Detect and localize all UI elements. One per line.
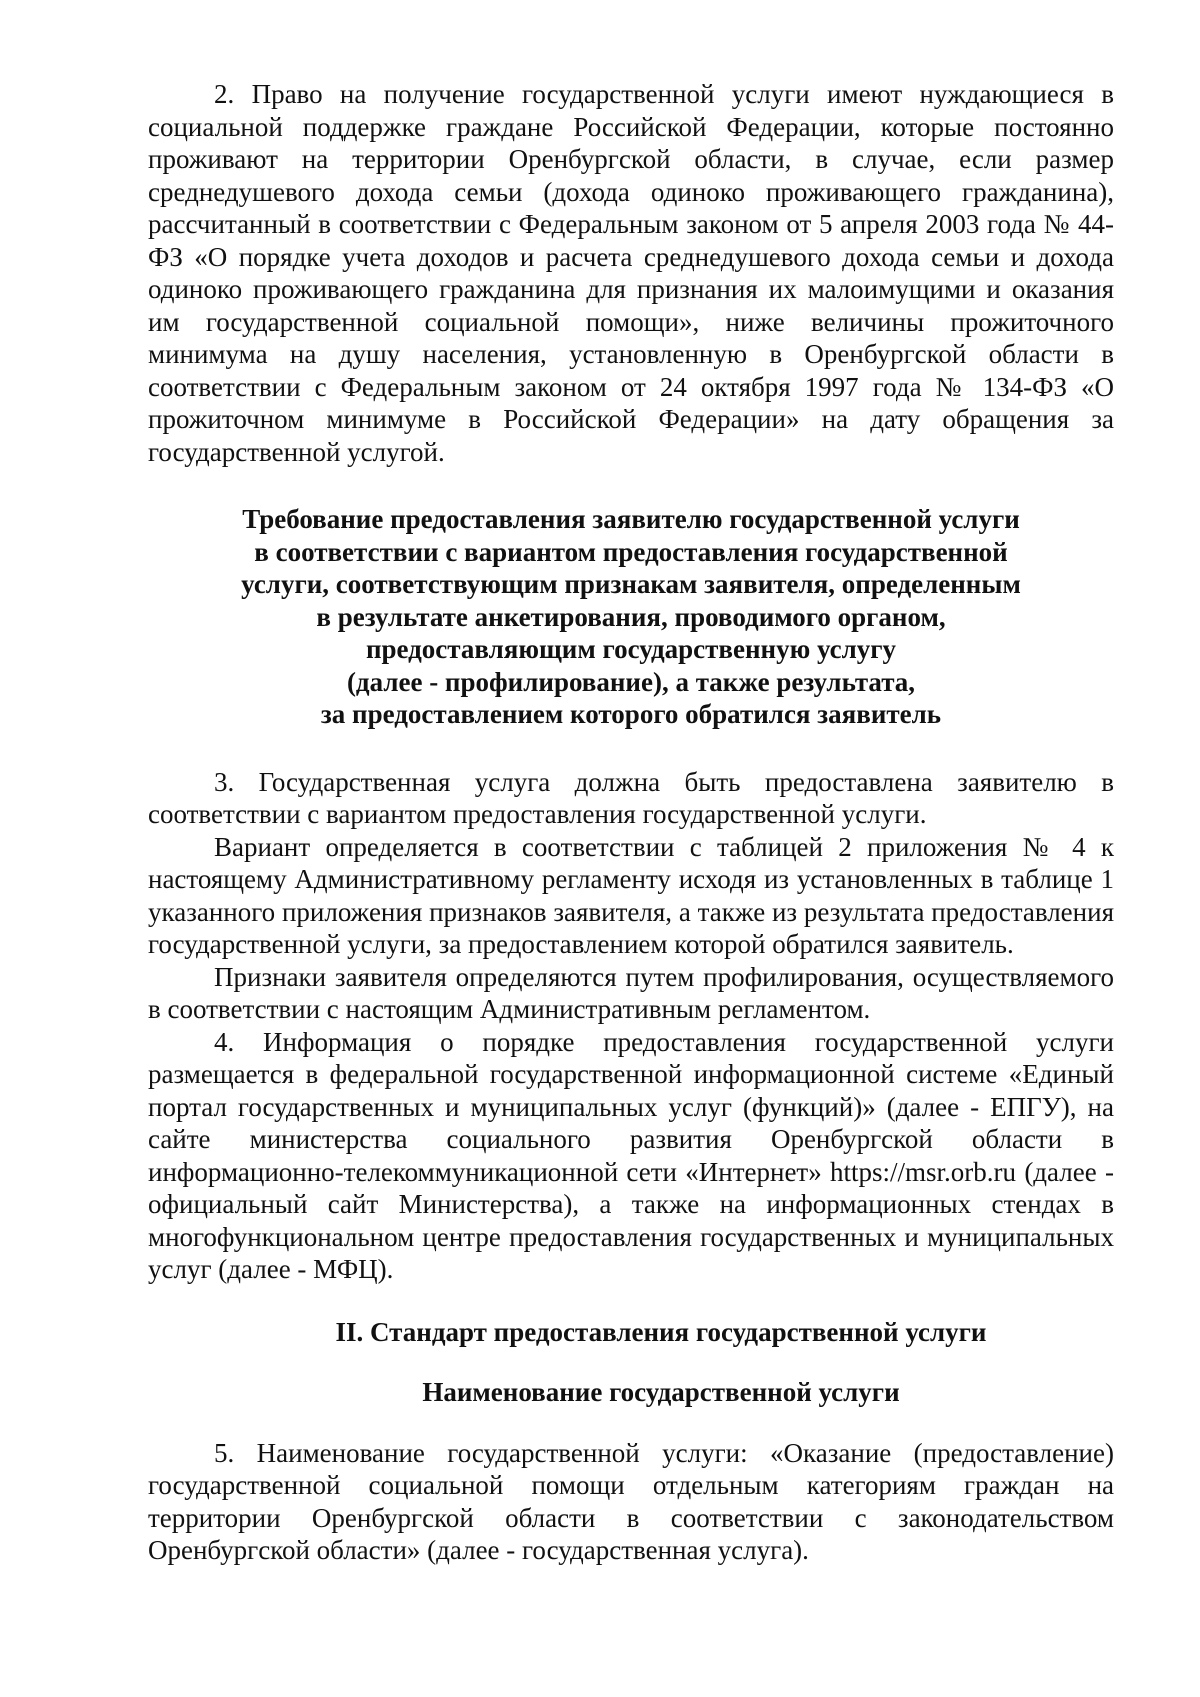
heading-requirement-line: в результате анкетирования, проводимого органом, xyxy=(316,601,946,632)
spacer xyxy=(148,731,1114,766)
section-title: II. Стандарт предоставления государственной услуги xyxy=(335,1316,987,1347)
paragraph-3-variant: Вариант определяется в соответствии с таблицей 2 приложения № 4 к настоящему Административному регламенту исходя из установленных в таблице 1 указанного приложения признаков заявителя, а также из результата предоставления государственной услуги, за предоставлением которой обратился заявитель. xyxy=(148,831,1114,959)
paragraph-3: 3. Государственная услуга должна быть предоставлена заявителю в соответствии с вариантом предоставления государственной услуги. xyxy=(148,766,1114,829)
paragraph-2: 2. Право на получение государственной услуги имеют нуждающиеся в социальной поддержке граждане Российской Федерации, которые постоянно проживают на территории Оренбургской области, в случае, если размер среднедушевого дохода семьи (дохода одиноко проживающего гражданина), рассчитанный в соответствии с Федеральным законом от 5 апреля 2003 года № 44-ФЗ «О порядке учета доходов и расчета среднедушевого дохода семьи и дохода одиноко проживающего гражданина для признания их малоимущими и оказания им государственной социальной помощи», ниже величины прожиточного минимума на душу населения, установленную в Оренбургской области в соответствии с Федеральным законом от 24 октября 1997 года № 134-ФЗ «О прожиточном минимуме в Российской Федерации» на дату обращения за государственной услугой. xyxy=(148,79,1114,467)
paragraph-4: 4. Информация о порядке предоставления государственной услуги размещается в федеральной государственной информационной системе «Единый портал государственных и муниципальных услуг (функций)» (далее - ЕПГУ), на сайте министерства социального развития Оренбургской области в информационно-телекоммуникационной сети «Интернет» https://msr.orb.ru (далее - официальный сайт Министерства), а также на информационных стендах в многофункциональном центре предоставления государственных и муниципальных услуг (далее - МФЦ). xyxy=(148,1026,1114,1284)
heading-requirement-line: за предоставлением которого обратился заявитель xyxy=(320,699,942,729)
paragraph-5: 5. Наименование государственной услуги: «Оказание (предоставление) государственной социальной помощи отдельным категориям граждан на территории Оренбургской области в соответствии с законодательством Оренбургской области» (далее - государственная услуга). xyxy=(148,1437,1114,1565)
spacer xyxy=(148,1409,1114,1437)
heading-requirement xyxy=(148,503,1114,731)
heading-requirement-line: предоставляющим государственную услугу xyxy=(365,634,897,664)
spacer xyxy=(148,1348,1114,1376)
heading-requirement-line: Требование предоставления заявителю государственной услуги xyxy=(242,504,1020,534)
document-page xyxy=(148,78,1114,1567)
spacer xyxy=(148,468,1114,503)
heading-requirement-line: в соответствии с вариантом предоставления государственной xyxy=(254,536,1008,567)
spacer xyxy=(148,1286,1114,1316)
subsection-title: Наименование государственной услуги xyxy=(422,1377,900,1407)
heading-requirement-line: (далее - профилирование), а также результата, xyxy=(346,666,916,697)
paragraph-3-signs: Признаки заявителя определяются путем профилирования, осуществляемого в соответствии с настоящим Административным регламентом. xyxy=(148,961,1114,1024)
heading-requirement-line: услуги, соответствующим признакам заявителя, определенным xyxy=(241,569,1021,599)
